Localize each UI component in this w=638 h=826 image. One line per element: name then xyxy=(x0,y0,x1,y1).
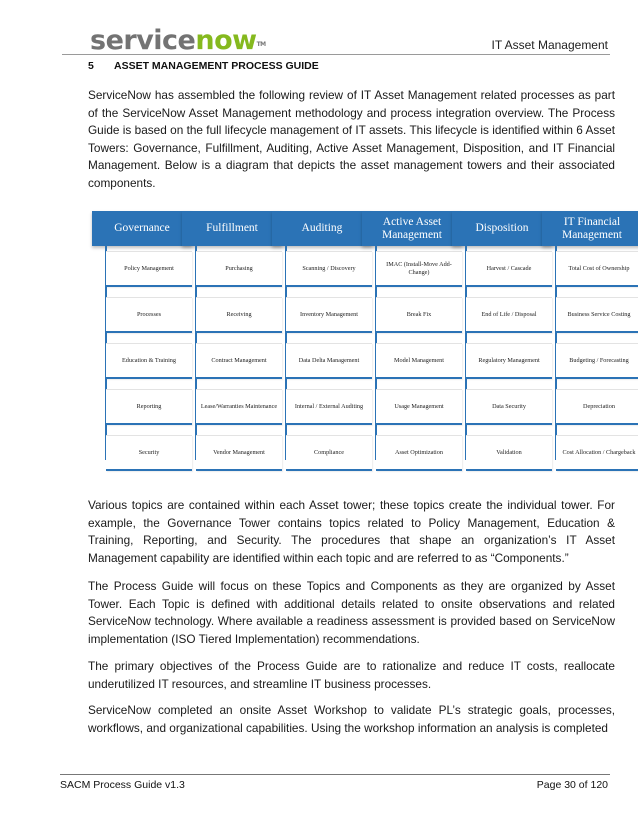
section-title: ASSET MANAGEMENT PROCESS GUIDE xyxy=(114,60,319,72)
tower-topic: Processes xyxy=(106,297,192,333)
section-heading xyxy=(88,60,319,72)
footer-document-title: SACM Process Guide v1.3 xyxy=(60,779,185,791)
tower-topic: Education & Training xyxy=(106,343,192,379)
tower-topic: Security xyxy=(106,435,192,471)
tower-topic: Validation xyxy=(466,435,552,471)
tower-topic: End of Life / Disposal xyxy=(466,297,552,333)
tower-fulfillment xyxy=(182,211,282,456)
section-number: 5 xyxy=(88,60,94,72)
page-header xyxy=(0,0,638,60)
tower-topic: Data Delta Management xyxy=(286,343,372,379)
tower-topic: Purchasing xyxy=(196,251,282,287)
tower-topic: Reporting xyxy=(106,389,192,425)
tower-topic: Regulatory Management xyxy=(466,343,552,379)
tower-topic: IMAC (Install-Move Add-Change) xyxy=(376,251,462,287)
tower-topic: Harvest / Cascade xyxy=(466,251,552,287)
tower-topic: Usage Management xyxy=(376,389,462,425)
tower-title: IT Financial Management xyxy=(542,211,638,246)
intro-paragraph: ServiceNow has assembled the following review of IT Asset Management related processes as part of the ServiceNow Asset Management methodology and process integration overview. The Process Guide is based on the full lifecycle management of IT assets. This lifecycle is identified within 6 Asset Towers: Governance, Fulfillment, Auditing, Active Asset Management, Disposition, and IT Financial Management. Below is a diagram that depicts the asset management towers and their associated components. xyxy=(88,88,615,190)
tower-title: Fulfillment xyxy=(182,211,282,246)
servicenow-logo: servicenow™ xyxy=(90,25,266,56)
tower-topic: Asset Optimization xyxy=(376,435,462,471)
tower-topic: Internal / External Auditing xyxy=(286,389,372,425)
tower-topic: Cost Allocation / Chargeback xyxy=(556,435,638,471)
tower-topic: Compliance xyxy=(286,435,372,471)
workshop-paragraph: ServiceNow completed an onsite Asset Workshop to validate PL’s strategic goals, processes, workflows, and organizational capabilities. Using the workshop information an analysis is completed xyxy=(88,703,615,735)
tower-governance xyxy=(92,211,192,456)
tower-title: Governance xyxy=(92,211,192,246)
objectives-paragraph: The primary objectives of the Process Guide are to rationalize and reduce IT costs, reallocate underutilized IT resources, and streamline IT business processes. xyxy=(88,659,615,691)
tower-topic: Budgeting / Forecasting xyxy=(556,343,638,379)
tower-topic: Data Security xyxy=(466,389,552,425)
tower-topic: Total Cost of Ownership xyxy=(556,251,638,287)
process-guide-paragraph: The Process Guide will focus on these Topics and Components as they are organized by Asset Tower. Each Topic is defined with additional details related to onsite observations and related ServiceNow technology. Where available a readiness assessment is provided based on ServiceNow implementation (ISO Tiered Implementation) recommendations. xyxy=(88,579,615,646)
tower-topic: Contract Management xyxy=(196,343,282,379)
tower-title: Disposition xyxy=(452,211,552,246)
tower-topic: Vendor Management xyxy=(196,435,282,471)
tower-topic: Break Fix xyxy=(376,297,462,333)
tower-title: Active Asset Management xyxy=(362,211,462,246)
tower-topic: Lease/Warranties Maintenance xyxy=(196,389,282,425)
tower-disposition xyxy=(452,211,552,456)
tower-topic: Scanning / Discovery xyxy=(286,251,372,287)
tower-topic: Policy Management xyxy=(106,251,192,287)
footer-divider xyxy=(60,774,610,775)
tower-title: Auditing xyxy=(272,211,372,246)
tower-active-asset-management xyxy=(362,211,462,456)
tower-topic: Depreciation xyxy=(556,389,638,425)
tower-topic: Inventory Management xyxy=(286,297,372,333)
tower-topic: Model Management xyxy=(376,343,462,379)
topics-paragraph: Various topics are contained within each Asset tower; these topics create the individual tower. For example, the Governance Tower contains topics related to Policy Management, Education & Training, Reporting, and Security. The procedures that shape an organization’s IT Asset Management capability are identified within each topic and are referred to as “Components.” xyxy=(88,498,615,565)
footer-page-number: Page 30 of 120 xyxy=(536,779,608,791)
tower-topic: Receiving xyxy=(196,297,282,333)
header-title: IT Asset Management xyxy=(491,38,608,52)
tower-topic: Business Service Costing xyxy=(556,297,638,333)
tower-auditing xyxy=(272,211,372,456)
tower-it-financial-management xyxy=(542,211,638,456)
header-divider xyxy=(62,54,610,55)
